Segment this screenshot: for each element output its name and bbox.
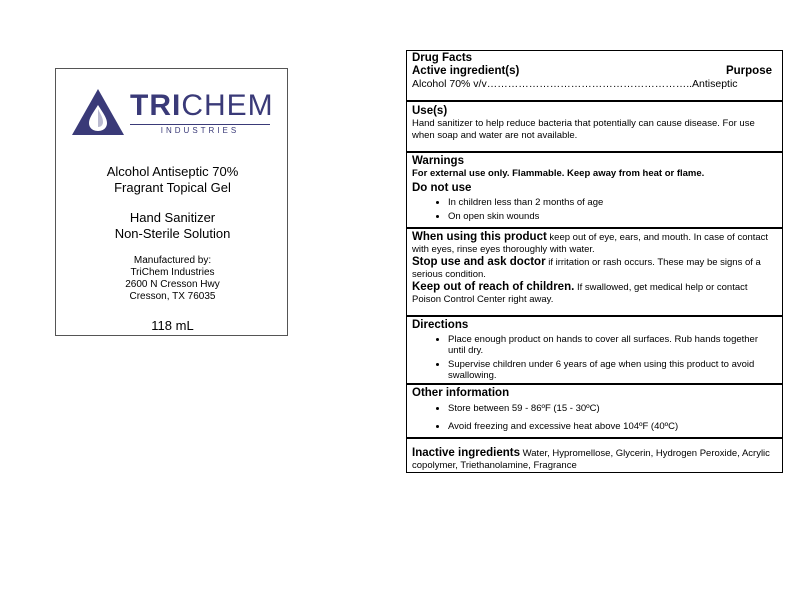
- divider: [407, 227, 782, 229]
- when-using-text: keep out of eye, ears, and mouth. In case of contact with eyes, rinse eyes thoroughly with water.: [412, 232, 769, 255]
- list-item: • Supervise children under 6 years of age when using this product to avoid swallowing.: [448, 359, 777, 381]
- brand-subtitle: INDUSTRIES: [160, 126, 240, 135]
- other-info-title: Other information: [412, 387, 510, 399]
- stop-use-title: Stop use and ask doctor: [412, 256, 546, 268]
- front-label: [55, 68, 288, 336]
- divider: [407, 151, 782, 153]
- uses-section: [407, 105, 782, 142]
- other-info-section: [407, 387, 782, 435]
- logo-rule: [130, 124, 270, 125]
- warnings-section: [407, 155, 782, 225]
- manufacturer-city: Cresson, TX 76035: [129, 291, 216, 302]
- trichem-logo: [70, 87, 275, 137]
- brand-wordmark: [130, 91, 274, 121]
- list-item: • Place enough product on hands to cover all surfaces. Rub hands together until dry.: [448, 334, 777, 356]
- uses-title: Use(s): [412, 105, 448, 117]
- droplet-triangle-icon: [70, 87, 126, 137]
- product-line-3: Hand Sanitizer: [129, 210, 216, 225]
- divider: [407, 383, 782, 385]
- warnings-title: Warnings: [412, 155, 464, 167]
- list-item: • Avoid freezing and excessive heat above 104ºF (40ºC): [448, 421, 777, 432]
- warnings-text: For external use only. Flammable. Keep away from heat or flame.: [412, 168, 705, 179]
- directions-title: Directions: [412, 319, 469, 331]
- product-line-4: Non-Sterile Solution: [114, 226, 231, 241]
- keep-out-text: If swallowed, get medical help or contact Poison Control Center right away.: [412, 282, 748, 305]
- directions-section: [407, 319, 782, 384]
- divider: [407, 315, 782, 317]
- drug-facts-title: Drug Facts: [412, 52, 473, 64]
- divider: [407, 437, 782, 439]
- product-line-1: Alcohol Antiseptic 70%: [106, 164, 239, 179]
- inactive-title: Inactive ingredients: [412, 447, 521, 459]
- when-using-title: When using this product: [412, 231, 547, 243]
- manufacturer-name: TriChem Industries: [130, 267, 215, 278]
- list-item: • In children less than 2 months of age: [448, 197, 777, 208]
- brand-light: CHEM: [181, 89, 274, 122]
- purpose-header: Purpose: [725, 65, 772, 77]
- drug-facts-header: [407, 52, 782, 90]
- active-ingredient-header: Active ingredient(s): [412, 65, 520, 77]
- inactive-section: [407, 447, 782, 472]
- brand-bold: TRI: [130, 89, 182, 122]
- uses-text: Hand sanitizer to help reduce bacteria that potentially can cause disease. For use when soap and water are not available.: [412, 118, 755, 141]
- divider: [407, 100, 782, 102]
- stop-use-text: if irritation or rash occurs. These may be signs of a serious condition.: [412, 257, 761, 280]
- product-line-2: Fragrant Topical Gel: [114, 180, 231, 195]
- use-warnings-section: [407, 231, 782, 306]
- list-item: • On open skin wounds: [448, 211, 777, 222]
- drug-facts-panel: [406, 50, 783, 473]
- do-not-use-title: Do not use: [412, 182, 472, 194]
- volume: 118 mL: [151, 318, 194, 333]
- active-ingredient-value: Alcohol 70% v/v…………………………………………………..Antiseptic: [412, 78, 738, 90]
- keep-out-title: Keep out of reach of children.: [412, 281, 575, 293]
- manufacturer-label: Manufactured by:: [133, 255, 212, 266]
- inactive-text: Water, Hypromellose, Glycerin, Hydrogen Peroxide, Acrylic copolymer, Triethanolamine, Fragrance: [412, 448, 770, 471]
- list-item: • Store between 59 - 86ºF (15 - 30ºC): [448, 403, 777, 414]
- manufacturer-street: 2600 N Cresson Hwy: [125, 279, 220, 290]
